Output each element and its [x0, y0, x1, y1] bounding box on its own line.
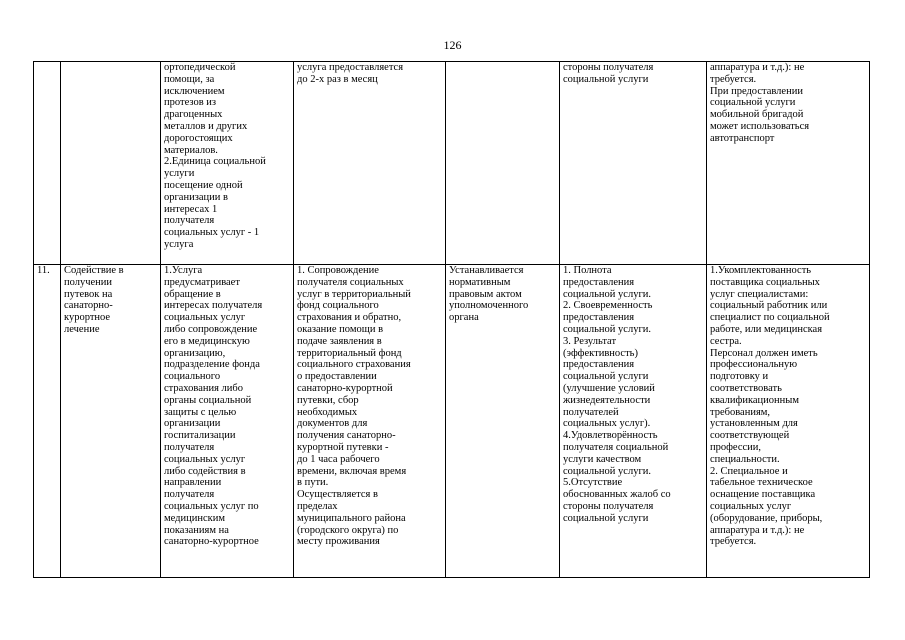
table-row-11	[34, 265, 870, 578]
service-terms-cell: услуга предоставляется до 2-х раз в месяц	[294, 62, 446, 265]
service-name-cell: Содействие в получении путевок на санаторно- курортное лечение	[61, 265, 161, 578]
provision-conditions-cell: аппаратура и т.д.): не требуется. При предоставлении социальной услуги мобильной бригадой может использоваться автотранспорт	[707, 62, 870, 265]
service-description-cell: ортопедической помощи, за исключением протезов из драгоценных металлов и других дорогостоящих материалов. 2.Единица социальной услуги посещение одной организации в интересах 1 получателя социальных услуг - 1 услуга	[161, 62, 294, 265]
services-table	[33, 61, 870, 578]
row-number-cell: 11.	[34, 265, 61, 578]
service-description-cell: 1.Услуга предусматривает обращение в интересах получателя социальных услуг либо сопровождение его в медицинскую организацию, подразделение фонда социального страхования либо органы социальной защиты с целью организации госпитализации получателя социальных услуг либо содействия в направлении получателя социальных услуг по медицинским показаниям на санаторно-курортное	[161, 265, 294, 578]
quality-indicators-cell: стороны получателя социальной услуги	[560, 62, 707, 265]
table-row-continuation	[34, 62, 870, 265]
quality-indicators-cell: 1. Полнота предоставления социальной услуги. 2. Своевременность предоставления социальной услуги. 3. Результат (эффективность) предоставления социальной услуги (улучшение условий жизнедеятельности получателей социальных услуг). 4.Удовлетворённость получателя социальной услуги качеством социальной услуги. 5.Отсутствие обоснованных жалоб со стороны получателя социальной услуги	[560, 265, 707, 578]
service-name-cell	[61, 62, 161, 265]
provision-conditions-cell: 1.Укомплектованность поставщика социальных услуг специалистами: социальный работник или специалист по социальной работе, или медицинская сестра. Персонал должен иметь профессиональную подготовку и соответствовать квалификационным требованиям, установленным для соответствующей профессии, специальности. 2. Специальное и табельное техническое оснащение поставщика социальных услуг (оборудование, приборы, аппаратура и т.д.): не требуется.	[707, 265, 870, 578]
page-number: 126	[443, 38, 462, 52]
row-number-cell	[34, 62, 61, 265]
service-terms-cell: 1. Сопровождение получателя социальных услуг в территориальный фонд социального страхования и обратно, оказание помощи в подаче заявления в территориальный фонд социального страхования о предоставлении санаторно-курортной путевки, сбор необходимых документов для получения санаторно- курортной путевки - до 1 часа рабочего времени, включая время в пути. Осуществляется в пределах муниципального района (городского округа) по месту проживания	[294, 265, 446, 578]
tariff-norms-cell: Устанавливается нормативным правовым актом уполномоченного органа	[446, 265, 560, 578]
tariff-norms-cell	[446, 62, 560, 265]
